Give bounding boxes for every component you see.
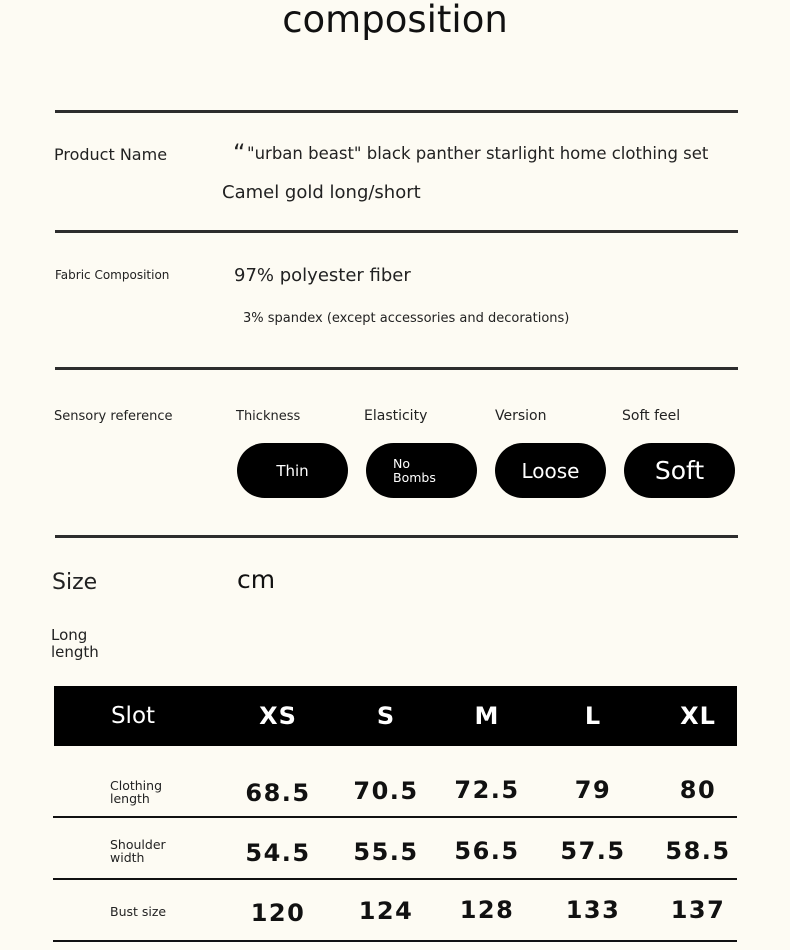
table-cell: 137 — [670, 896, 726, 924]
sensory-reference-label: Sensory reference — [54, 409, 173, 424]
table-cell: 68.5 — [245, 779, 311, 807]
row-divider — [53, 878, 737, 880]
version-heading: Version — [495, 408, 547, 424]
fabric-primary-value: 97% polyester fiber — [234, 265, 411, 286]
table-cell: 58.5 — [665, 837, 731, 865]
table-cell: 55.5 — [353, 838, 419, 866]
row-label-bust-size: Bust size — [110, 904, 167, 919]
elasticity-badge — [366, 443, 477, 498]
product-color-value: Camel gold long/short — [222, 182, 421, 203]
thickness-badge — [237, 443, 348, 498]
row-label-clothing-length: Clothing length — [110, 778, 163, 806]
table-header-slot: Slot — [110, 703, 156, 729]
fabric-composition-label: Fabric Composition — [55, 268, 170, 282]
table-cell: 57.5 — [560, 837, 626, 865]
table-header-l: L — [584, 702, 602, 730]
page-title: composition — [282, 0, 508, 41]
row-divider — [53, 816, 737, 818]
table-cell: 72.5 — [454, 776, 520, 804]
table-cell: 54.5 — [245, 839, 311, 867]
thickness-heading: Thickness — [236, 409, 301, 424]
table-header-xl: XL — [680, 702, 716, 730]
divider — [55, 535, 738, 538]
version-value: Loose — [521, 458, 580, 483]
table-header-s: S — [376, 702, 396, 730]
divider — [55, 367, 738, 370]
table-cell: 133 — [565, 896, 621, 924]
divider — [55, 230, 738, 233]
soft-feel-badge — [624, 443, 735, 498]
elasticity-value: No Bombs — [393, 455, 436, 485]
fabric-secondary-value: 3% spandex (except accessories and decorations) — [243, 311, 570, 326]
table-cell: 79 — [574, 776, 612, 804]
soft-feel-value: Soft — [654, 456, 705, 485]
unit-label: cm — [237, 565, 276, 594]
version-badge — [495, 443, 606, 498]
row-label-shoulder-width: Shoulder width — [110, 837, 166, 865]
table-cell: 128 — [459, 896, 515, 924]
elasticity-heading: Elasticity — [364, 408, 428, 424]
soft-feel-heading: Soft feel — [622, 408, 681, 424]
thickness-value: Thin — [276, 461, 309, 480]
quote-mark: “ — [233, 139, 246, 167]
table-cell: 124 — [358, 897, 414, 925]
product-name-label: Product Name — [54, 145, 168, 164]
table-header-m: M — [474, 702, 500, 730]
product-name-value: "urban beast" black panther starlight home clothing set — [247, 144, 709, 163]
table-cell: 70.5 — [353, 777, 419, 805]
table-cell: 56.5 — [454, 837, 520, 865]
size-label: Size — [52, 570, 98, 595]
divider — [55, 110, 738, 113]
length-variant-label: Long length — [51, 626, 99, 661]
table-cell: 120 — [250, 899, 306, 927]
row-divider — [53, 940, 737, 942]
table-cell: 80 — [679, 776, 717, 804]
table-header-xs: XS — [259, 702, 297, 730]
